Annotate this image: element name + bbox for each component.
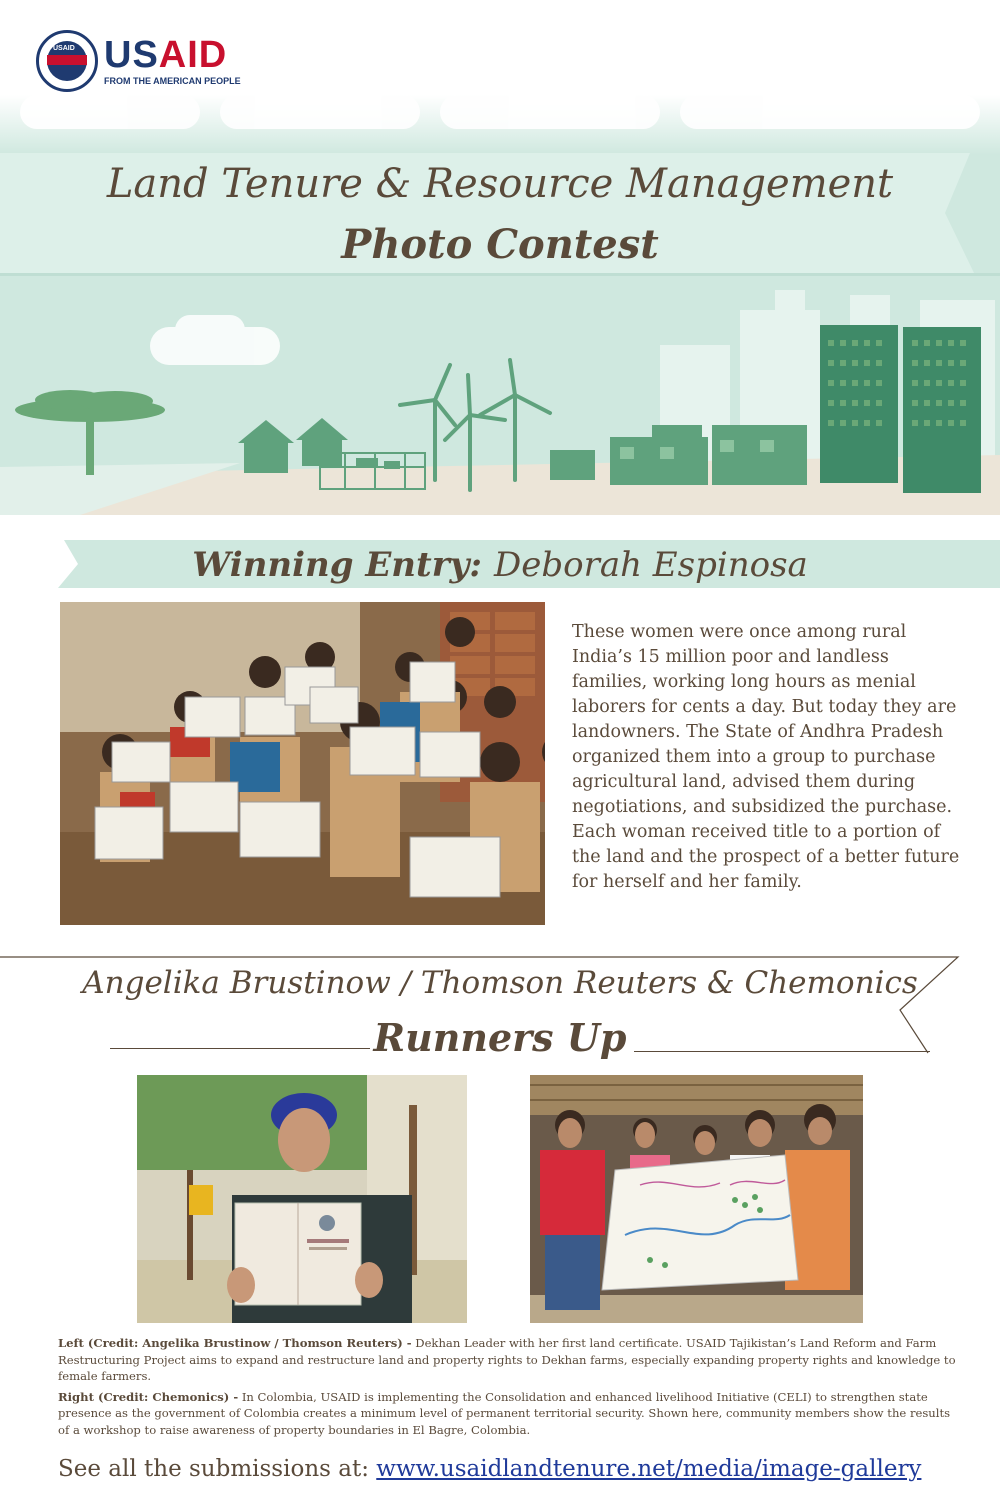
left-caption-label: Left (Credit: Angelika Brustinow / Thomson Reuters) - — [58, 1336, 412, 1350]
winner-heading — [0, 545, 1000, 585]
brand-tagline: FROM THE AMERICAN PEOPLE — [104, 76, 241, 86]
brand-name-red: AID — [158, 34, 228, 76]
left-caption-text: Dekhan Leader with her first land certificate. USAID Tajikistan’s Land Reform and Farm Restructuring Project aims to expand and restructure land and property rights to Dekhan farms, especially expanding property rights and knowledge to female farmers. — [58, 1336, 956, 1383]
usaid-seal-icon: USAID — [36, 30, 98, 92]
right-caption-text: In Colombia, USAID is implementing the Consolidation and enhanced livelihood Initiative (CELI) to strengthen state presence as the government of Colombia creates a minimum level of permanent territorial security. Shown here, community members show the results of a workshop to raise awareness of property boundaries in El Bagre, Colombia. — [58, 1389, 951, 1437]
right-caption-label: Right (Credit: Chemonics) - — [58, 1389, 239, 1404]
gallery-link[interactable]: www.usaidlandtenure.net/media/image-gallery — [376, 1456, 922, 1482]
brand-name-blue: US — [104, 34, 159, 76]
usaid-wordmark — [104, 36, 241, 86]
runners-up-title: Runners Up — [373, 1015, 627, 1060]
runner-up-left-photo — [137, 1075, 467, 1323]
hero-banner — [0, 95, 1000, 515]
winner-photo — [60, 602, 545, 925]
winner-description: These women were once among rural India’s 15 million poor and landless families, working long hours as menial laborers for cents a day. But today they are landowners. The State of Andhra Pradesh organized them into a group to purchase agricultural land, advised them during negotiations, and subsidized the purchase. Each woman received title to a portion of the land and the prospect of a better future for herself and her family. — [572, 622, 960, 892]
contest-title: Land Tenure & Resource Management — [106, 161, 894, 207]
submissions-footer — [58, 1456, 988, 1482]
winner-label: Winning Entry: — [192, 545, 482, 585]
runners-up-credits: Angelika Brustinow / Thomson Reuters & Chemonics — [82, 965, 918, 1001]
winner-name: Deborah Espinosa — [493, 545, 808, 585]
runner-up-right-photo — [530, 1075, 863, 1323]
left-caption — [58, 1335, 958, 1385]
photo-captions — [58, 1335, 958, 1442]
right-caption — [58, 1389, 958, 1439]
landscape-illustration — [0, 95, 1000, 515]
contest-subtitle: Photo Contest — [341, 221, 659, 268]
footer-prefix: See all the submissions at: — [58, 1456, 377, 1482]
usaid-logo — [36, 30, 241, 92]
